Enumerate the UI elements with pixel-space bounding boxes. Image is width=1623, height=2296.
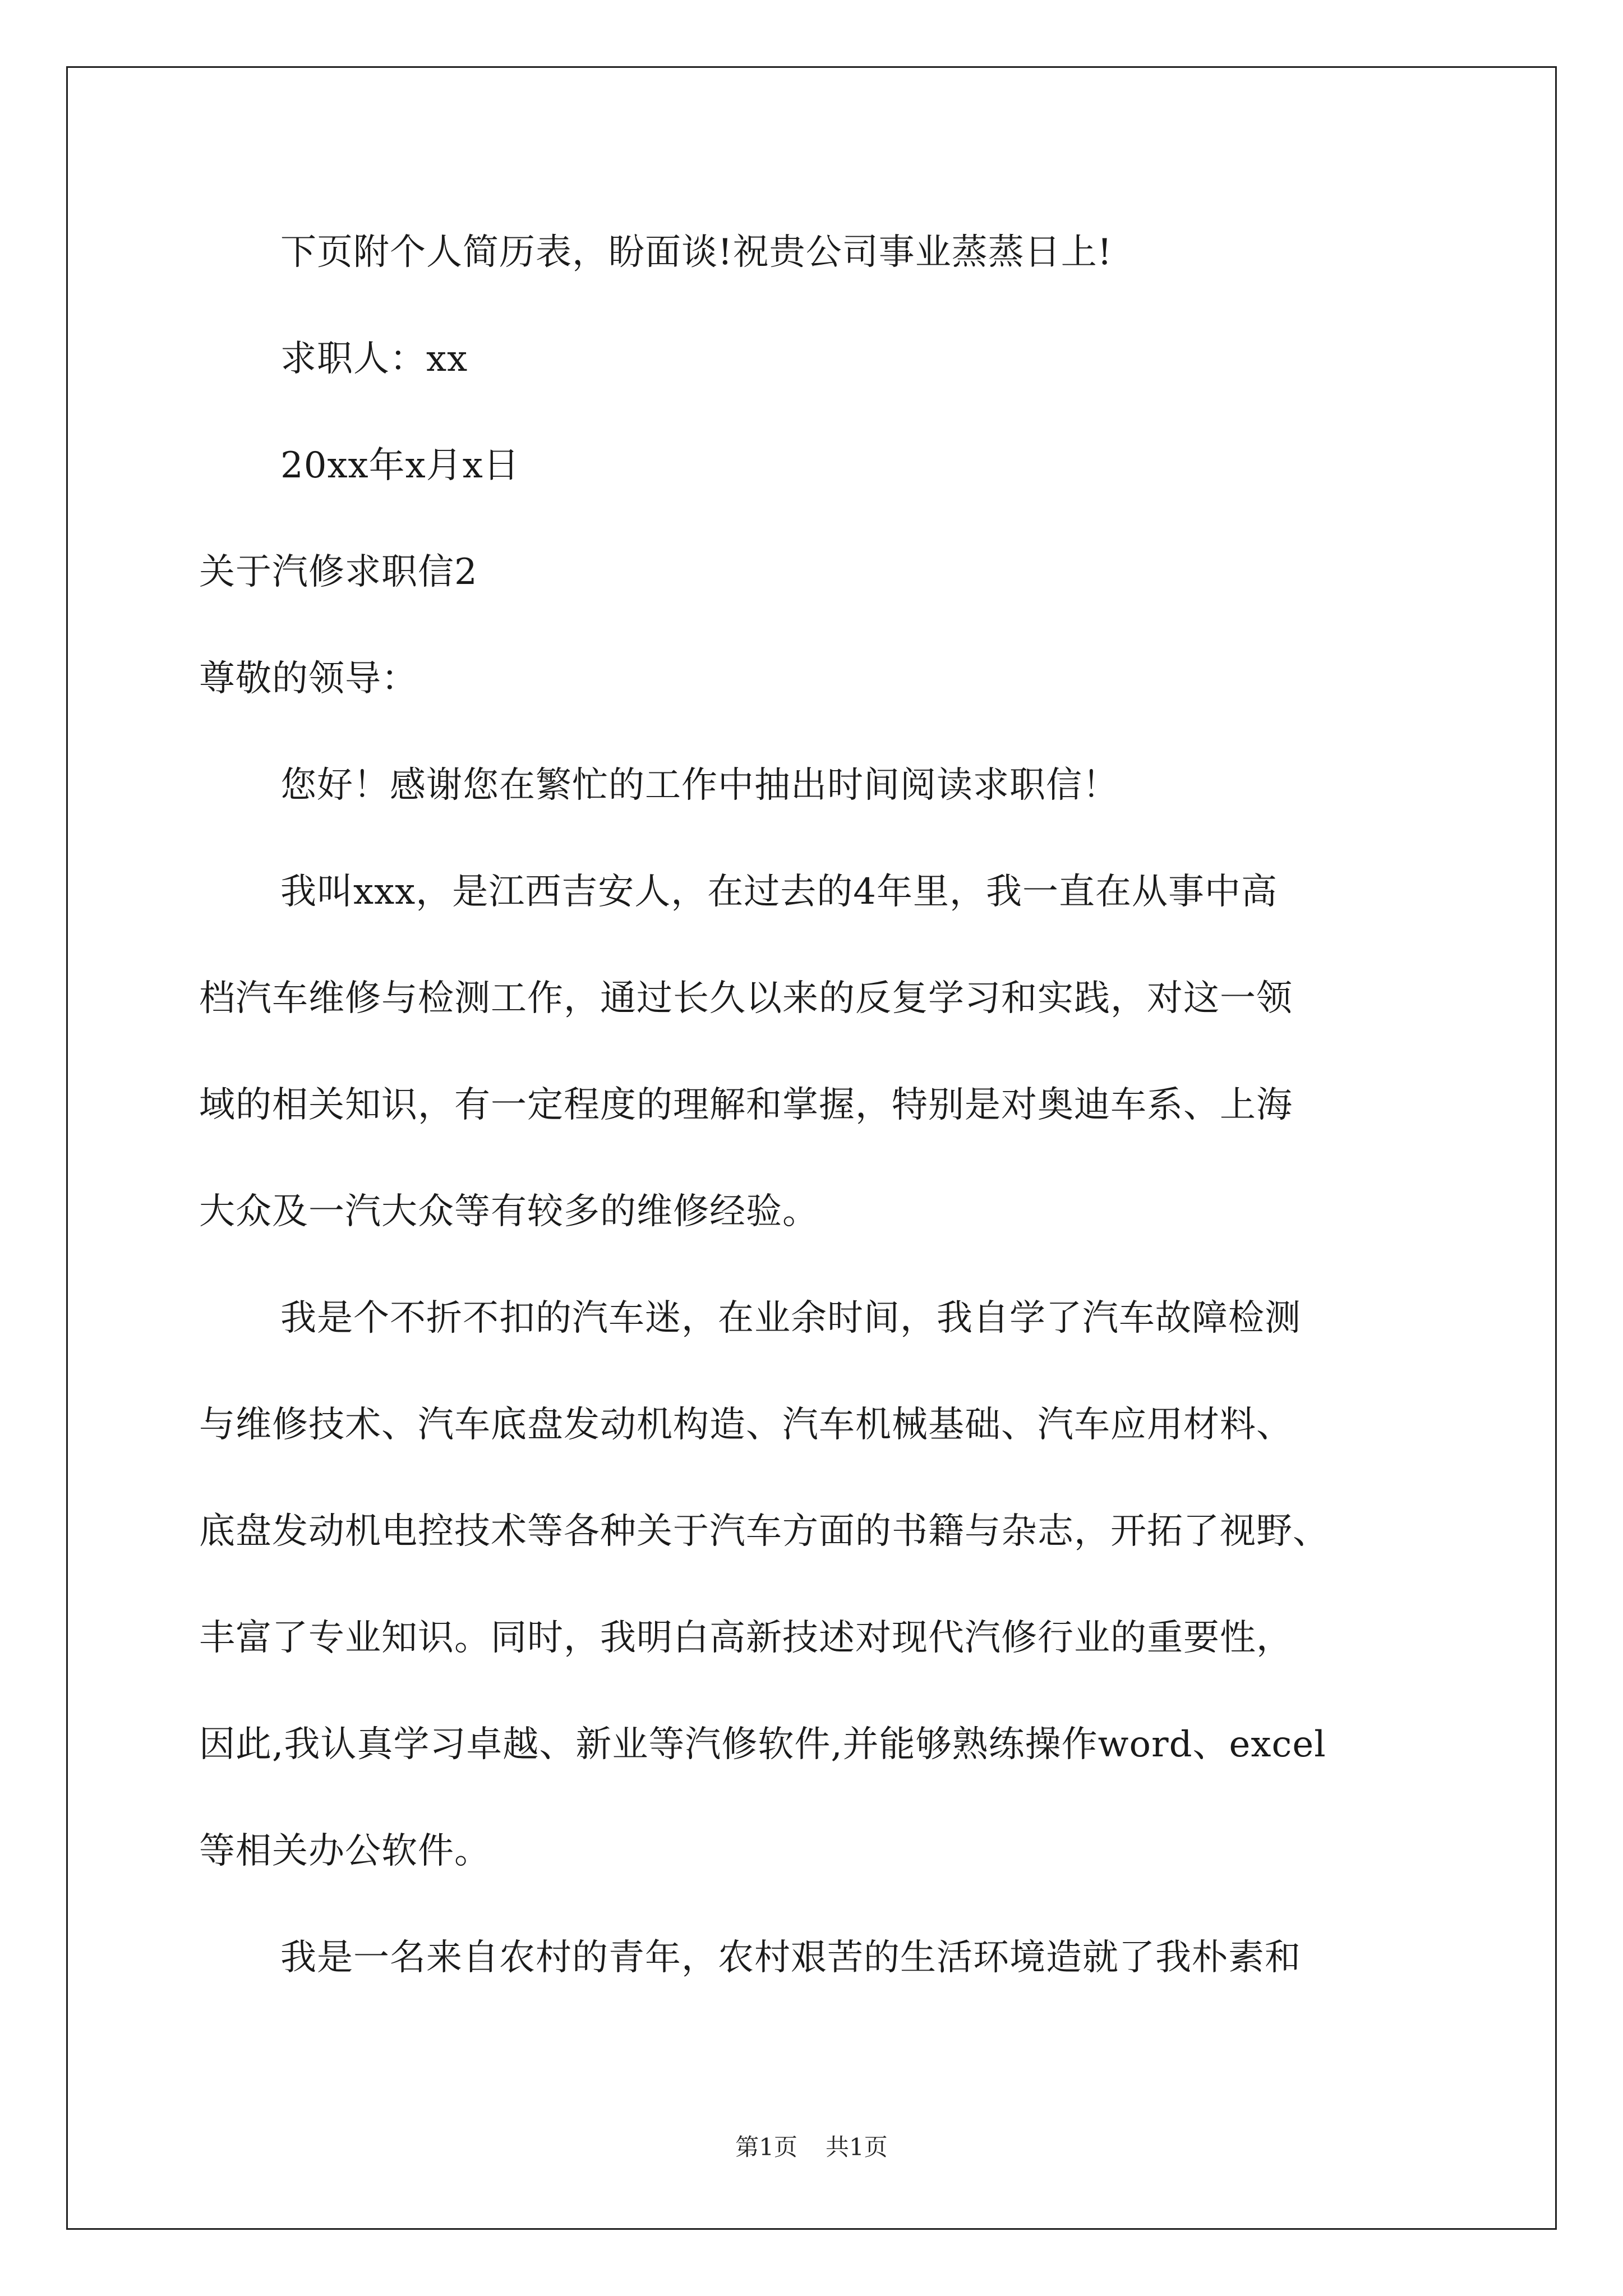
paragraph-line: 底盘发动机电控技术等各种关于汽车方面的书籍与杂志，开拓了视野、: [199, 1511, 1329, 1552]
page-footer: [0, 2132, 1623, 2163]
salutation: 尊敬的领导：: [199, 658, 418, 700]
paragraph-line: 您好！感谢您在繁忙的工作中抽出时间阅读求职信！: [280, 765, 1119, 806]
paragraph-line: 档汽车维修与检测工作，通过长久以来的反复学习和实践，对这一领: [199, 978, 1293, 1019]
page-border: [66, 66, 1557, 2230]
page-total: 共1页: [826, 2133, 888, 2161]
paragraph-line: 我叫xxx，是江西吉安人，在过去的4年里，我一直在从事中高: [280, 871, 1278, 913]
paragraph-line: 大众及一汽大众等有较多的维修经验。: [199, 1191, 819, 1232]
paragraph-line: 我是个不折不扣的汽车迷，在业余时间，我自学了汽车故障检测: [280, 1297, 1301, 1339]
paragraph-line: 与维修技术、汽车底盘发动机构造、汽车机械基础、汽车应用材料、: [199, 1404, 1293, 1446]
page-number: 第1页: [735, 2133, 797, 2161]
paragraph-line: 因此,我认真学习卓越、新业等汽修软件,并能够熟练操作word、excel: [199, 1724, 1326, 1765]
paragraph-line: 丰富了专业知识。同时，我明白高新技述对现代汽修行业的重要性，: [199, 1617, 1293, 1659]
closing-line: 下页附个人简历表，盼面谈!祝贵公司事业蒸蒸日上!: [280, 232, 1113, 273]
paragraph-line: 等相关办公软件。: [199, 1830, 491, 1872]
section-title: 关于汽修求职信2: [199, 551, 478, 593]
date-line: 20xx年x月x日: [280, 445, 520, 486]
applicant-line: 求职人：xx: [280, 338, 468, 380]
paragraph-line: 我是一名来自农村的青年，农村艰苦的生活环境造就了我朴素和: [280, 1937, 1301, 1978]
paragraph-line: 域的相关知识，有一定程度的理解和掌握，特别是对奥迪车系、上海: [199, 1084, 1293, 1126]
